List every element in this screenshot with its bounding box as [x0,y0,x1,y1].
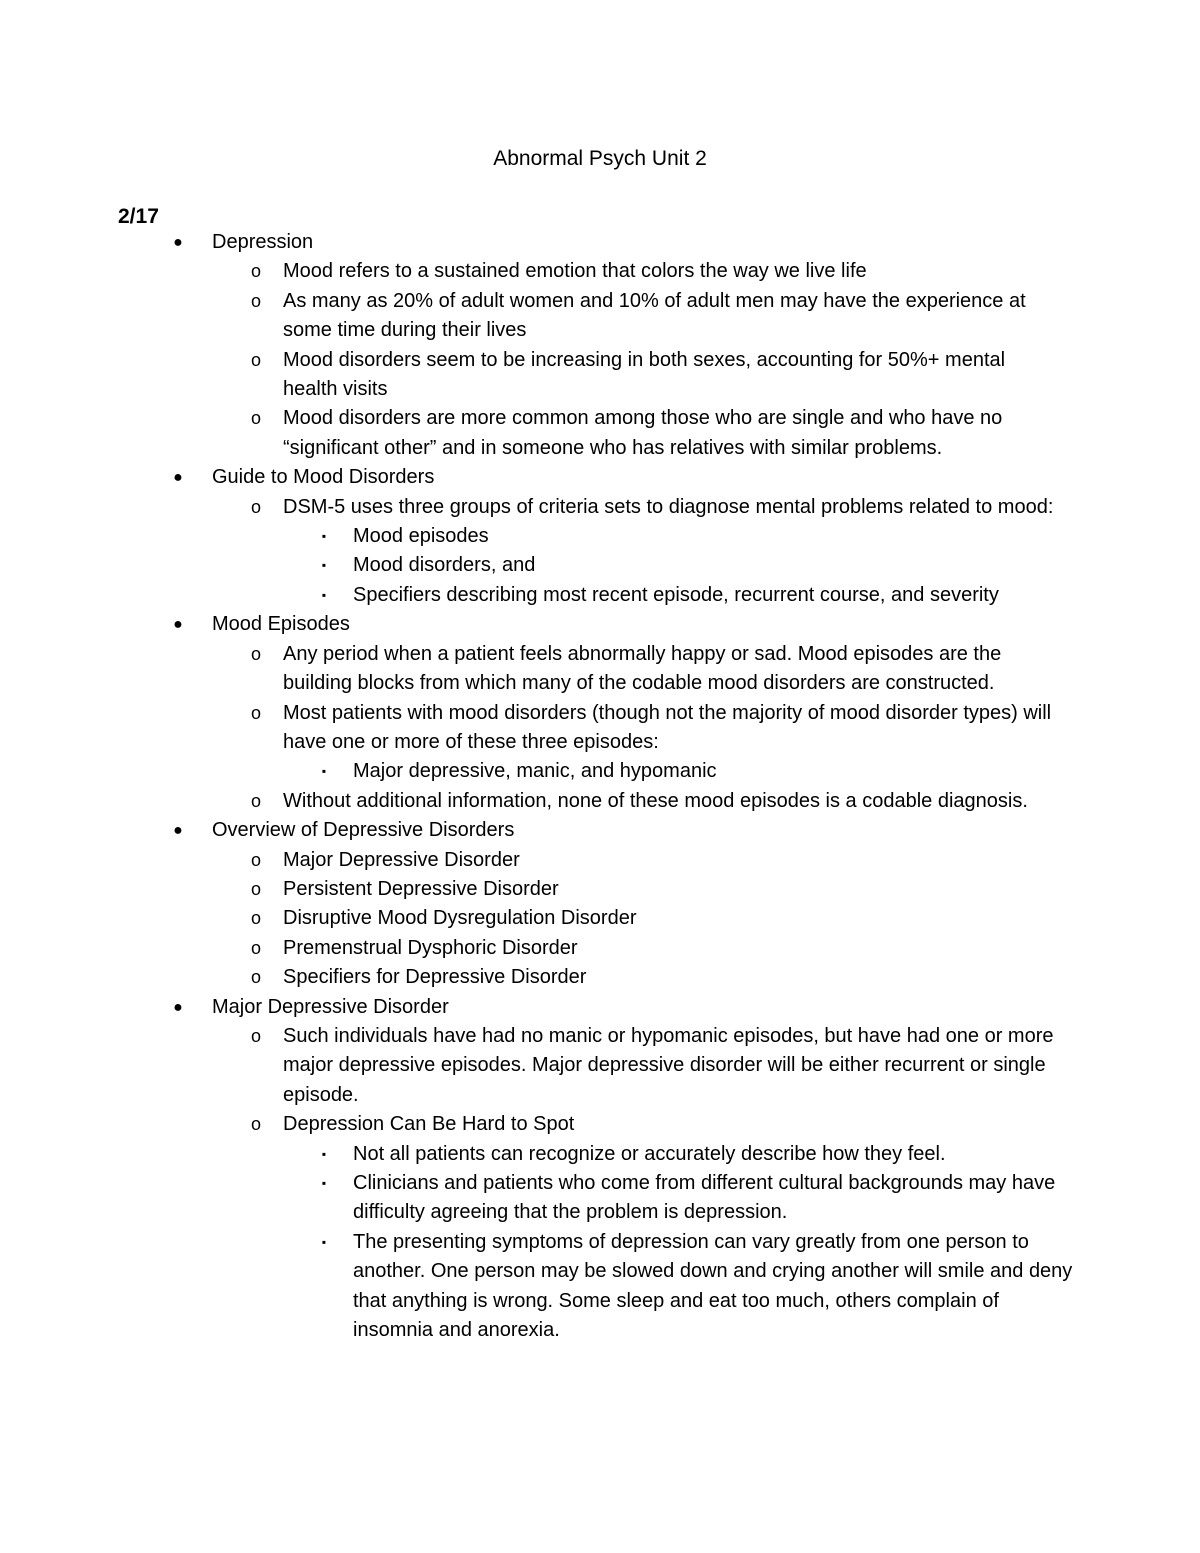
outline-item-level-3 [0,1140,1200,1169]
outline-item-text: Persistent Depressive Disorder [283,877,559,900]
outline-item-level-2 [0,493,1200,522]
bullet-level-2-icon: o [250,349,261,370]
outline-item-level-3 [0,522,1200,551]
outline-item-text: The presenting symptoms of depression can vary greatly from one person to another. One person may be slowed down and crying another will smile and deny that anything is wrong. Some sleep and eat too much, others complain of insomnia and anorexia. [353,1230,1073,1342]
bullet-level-2-icon: o [250,261,261,282]
outline-item-text: Mood disorders, and [353,554,536,577]
bullet-level-1-icon: ● [173,234,183,251]
bullet-level-2-icon: o [250,643,261,664]
outline-item-level-2 [0,904,1200,933]
outline-item-level-2 [0,1022,1200,1110]
outline-item-text: Mood Episodes [212,613,350,636]
outline-item-text: Most patients with mood disorders (though not the majority of mood disorder types) will have one or more of these three episodes: [283,701,1052,753]
bullet-level-3-icon: ▪ [321,1146,327,1161]
outline-item-level-2 [0,699,1200,758]
bullet-level-1-icon: ● [173,469,183,487]
outline-item-text: Guide to Mood Disorders [212,466,435,489]
outline-item-text: Mood refers to a sustained emotion that colors the way we live life [283,260,867,283]
outline-item-text: Clinicians and patients who come from different cultural backgrounds may have difficulty agreeing that the problem is depression. [353,1172,1056,1224]
outline-item-level-1 [0,610,1200,639]
outline-item-text: Without additional information, none of these mood episodes is a codable diagnosis. [283,789,1028,812]
bullet-level-2-icon: o [250,702,261,723]
outline-item-level-2 [0,963,1200,992]
outline-item-level-3 [0,581,1200,610]
outline-item-level-3 [0,1169,1200,1228]
outline-item-level-2 [0,875,1200,904]
date-heading: 2/17 [118,205,159,228]
bullet-level-1-icon: ● [173,822,183,840]
outline-item-level-2 [0,846,1200,875]
bullet-level-3-icon: ▪ [321,587,327,602]
bullet-level-2-icon: o [250,1025,261,1046]
outline-item-text: Mood episodes [353,525,489,548]
outline-item-level-2 [0,934,1200,963]
outline-item-level-3 [0,757,1200,786]
outline-item-level-2 [0,257,1200,286]
outline-item-text: Such individuals have had no manic or hypomanic episodes, but have had one or more major depressive episodes. Major depressive disorder will be either recurrent or single episode. [283,1024,1054,1106]
bullet-level-1-icon: ● [173,616,183,634]
bullet-level-2-icon: o [250,908,261,929]
outline-item-level-3 [0,1228,1200,1346]
bullet-level-3-icon: ▪ [321,764,327,779]
outline-item-level-1 [0,463,1200,492]
outline-item-level-2 [0,640,1200,699]
notes-outline [0,228,1200,1345]
outline-item-level-2 [0,287,1200,346]
outline-item-text: Major depressive, manic, and hypomanic [353,760,717,783]
outline-item-text: Specifiers describing most recent episode, recurrent course, and severity [353,583,999,606]
outline-item-text: Major Depressive Disorder [283,848,520,871]
outline-item-text: Specifiers for Depressive Disorder [283,966,587,989]
outline-item-text: Any period when a patient feels abnormally happy or sad. Mood episodes are the building blocks from which many of the codable mood disorders are constructed. [283,642,1002,695]
bullet-level-3-icon: ▪ [321,529,327,544]
outline-item-level-1 [0,993,1200,1022]
outline-item-level-2 [0,404,1200,463]
outline-item-level-2 [0,1110,1200,1139]
outline-item-text: Not all patients can recognize or accurately describe how they feel. [353,1142,946,1165]
bullet-level-3-icon: ▪ [321,1234,327,1249]
bullet-level-2-icon: o [250,878,261,899]
outline-item-text: Premenstrual Dysphoric Disorder [283,936,578,959]
outline-item-level-2 [0,787,1200,816]
bullet-level-3-icon: ▪ [321,1176,327,1190]
outline-item-level-2 [0,346,1200,405]
outline-item-text: Disruptive Mood Dysregulation Disorder [283,907,637,930]
bullet-level-2-icon: o [250,290,261,311]
outline-item-text: DSM-5 uses three groups of criteria sets to diagnose mental problems related to mood: [283,495,1054,518]
outline-item-level-1 [0,228,1200,257]
outline-item-level-3 [0,551,1200,580]
bullet-level-2-icon: o [250,790,261,811]
bullet-level-2-icon: o [250,1114,261,1135]
outline-item-text: Mood disorders are more common among those who are single and who have no “significant other” and in someone who has relatives with similar problems. [283,407,1003,459]
outline-item-text: Overview of Depressive Disorders [212,819,515,842]
outline-item-text: Depression Can Be Hard to Spot [283,1113,575,1136]
bullet-level-2-icon: o [250,408,261,429]
bullet-level-3-icon: ▪ [321,558,327,573]
document-title: Abnormal Psych Unit 2 [493,147,707,170]
bullet-level-2-icon: o [250,496,261,517]
bullet-level-2-icon: o [250,967,261,988]
outline-item-text: As many as 20% of adult women and 10% of adult men may have the experience at some time during their lives [283,289,1026,342]
bullet-level-2-icon: o [250,937,261,958]
outline-item-text: Mood disorders seem to be increasing in both sexes, accounting for 50%+ mental health visits [283,348,1006,401]
bullet-level-1-icon: ● [173,998,183,1016]
outline-item-text: Major Depressive Disorder [212,995,449,1018]
outline-item-text: Depression [212,231,314,253]
bullet-level-2-icon: o [250,849,261,870]
outline-item-level-1 [0,816,1200,845]
